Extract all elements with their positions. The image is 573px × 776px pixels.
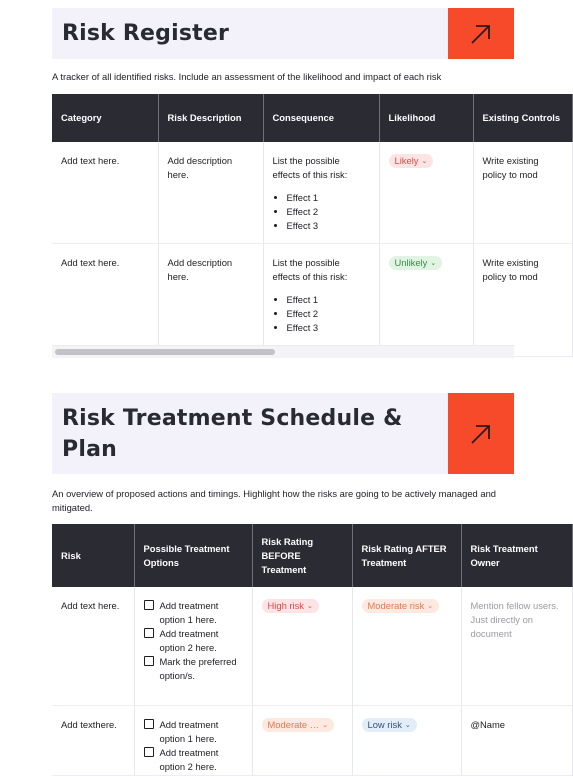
options-cell [134,587,252,705]
column-header: Category [52,94,158,142]
controls-cell[interactable]: Write existing policy to mod [473,243,572,356]
column-header: Risk Rating BEFORE Treatment [252,524,352,587]
list-item: • Effect 1 [287,293,370,307]
column-header: Risk Description [158,94,263,142]
checklist-item [144,746,243,774]
rating-value: Moderate … [267,718,320,730]
likelihood-select[interactable] [389,256,443,270]
chevron-down-icon: ⌄ [430,259,437,267]
treatment-intro: An overview of proposed actions and timings. Highlight how the risks are going to be actively managed and mitigated. [52,488,497,513]
open-link-button[interactable] [448,8,514,59]
column-header: Possible Treatment Options [134,524,252,587]
description-cell[interactable]: Add description here. [158,243,263,356]
effects-list [273,293,370,335]
likelihood-cell [379,243,473,356]
checkbox-icon[interactable] [144,747,154,757]
table-row [52,243,572,356]
category-cell[interactable]: Add text here. [52,243,158,356]
checklist-item [144,655,243,683]
consequence-cell[interactable] [263,243,379,356]
option-text[interactable]: Mark the preferred option/s. [159,656,237,681]
checkbox-icon[interactable] [144,719,154,729]
column-header: Risk Treatment Owner [461,524,572,587]
option-text[interactable]: Add treatment option 1 here. [159,718,219,744]
chevron-down-icon: ⌄ [322,721,328,729]
checklist-item [144,718,243,746]
arrow-up-right-icon [468,21,494,47]
checklist-item [144,599,243,627]
likelihood-cell [379,142,473,243]
after-rating-cell [352,587,461,705]
section-title: Risk Treatment Schedule & Plan [62,406,403,462]
table-row [52,142,572,243]
chevron-down-icon: ⌄ [404,721,411,729]
rating-value: Low risk [367,718,402,730]
checkbox-icon[interactable] [144,628,154,638]
list-item: • Effect 1 [287,191,370,205]
owner-cell[interactable]: Mention fellow users. Just directly on document [461,587,572,705]
checklist-item [144,627,243,655]
risk-register-banner [52,8,514,59]
risk-cell[interactable]: Add text here. [52,587,134,705]
risk-register-table [52,94,561,360]
after-rating-cell [352,705,461,775]
chevron-down-icon: ⌄ [421,158,428,165]
before-rating-cell [252,705,352,775]
treatment-banner [52,393,514,474]
table-row [52,587,572,705]
list-item: • Effect 2 [287,205,370,219]
rating-select[interactable] [262,599,319,613]
category-cell[interactable]: Add text here. [52,142,158,243]
likelihood-value: Unlikely [394,256,428,268]
risk-cell[interactable]: Add texthere. [52,705,134,775]
options-cell [134,705,252,775]
checkbox-icon[interactable] [144,656,154,666]
table-row [52,705,572,775]
before-rating-cell [252,587,352,705]
arrow-up-right-icon [468,421,494,447]
treatment-table [52,524,559,774]
rating-value: Moderate risk [367,600,425,611]
owner-cell[interactable]: @Name [461,705,572,775]
list-item: • Effect 3 [287,321,370,335]
list-item: • Effect 2 [287,307,370,321]
rating-select[interactable] [362,718,417,732]
column-header: Consequence [263,94,379,142]
column-header: Risk Rating AFTER Treatment [352,524,461,587]
consequence-intro: List the possible effects of this risk: [272,155,348,180]
effects-list [273,191,370,233]
chevron-down-icon: ⌄ [306,603,313,610]
consequence-intro: List the possible effects of this risk: [272,256,348,282]
checkbox-icon[interactable] [144,600,154,610]
option-text[interactable]: Add treatment option 2 here. [159,746,219,772]
option-text[interactable]: Add treatment option 1 here. [159,600,219,625]
rating-select[interactable] [362,599,440,613]
likelihood-select[interactable] [389,154,434,168]
page-title: Risk Register [62,21,229,46]
chevron-down-icon: ⌄ [427,603,434,610]
list-item: • Effect 3 [287,219,370,233]
option-text[interactable]: Add treatment option 2 here. [159,628,219,653]
rating-select[interactable] [262,718,334,732]
scrollbar-thumb[interactable] [55,349,275,355]
consequence-cell[interactable] [263,142,379,243]
likelihood-value: Likely [394,155,419,166]
rating-value: High risk [267,600,304,611]
column-header: Risk [52,524,134,587]
column-header: Likelihood [379,94,473,142]
horizontal-scrollbar[interactable] [52,345,514,358]
column-header: Existing Controls [473,94,572,142]
open-link-button[interactable] [448,393,514,474]
description-cell[interactable]: Add description here. [158,142,263,243]
risk-register-intro: A tracker of all identified risks. Include an assessment of the likelihood and impact of each risk [52,71,442,82]
controls-cell[interactable]: Write existing policy to mod [473,142,572,243]
